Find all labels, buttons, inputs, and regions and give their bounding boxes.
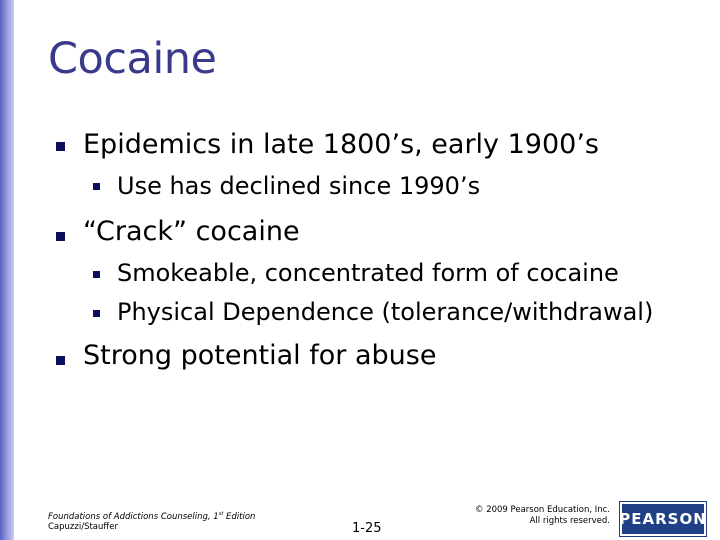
- bullet-square-icon: [56, 232, 65, 241]
- bullet-2-sub-1-text: Smokeable, concentrated form of cocaine: [117, 259, 619, 287]
- footer-authors: Capuzzi/Stauffer: [48, 521, 118, 532]
- footer-edition-tail: Edition: [223, 511, 256, 522]
- slide-title: Cocaine: [48, 34, 217, 84]
- footer-book-title: Foundations of Addictions Counseling, 1: [48, 511, 219, 522]
- footer-book-info: [48, 509, 255, 532]
- copyright-line-1: © 2009 Pearson Education, Inc.: [475, 505, 610, 515]
- sub-bullet-square-icon: [93, 271, 100, 278]
- copyright-line-2: All rights reserved.: [529, 516, 610, 526]
- sub-bullet-square-icon: [93, 183, 100, 190]
- pearson-logo-text: PEARSON: [619, 510, 707, 528]
- bullet-2-text: “Crack” cocaine: [83, 216, 300, 247]
- bullet-square-icon: [56, 142, 65, 151]
- left-accent-band: [0, 0, 14, 540]
- bullet-3-text: Strong potential for abuse: [83, 340, 437, 371]
- bullet-square-icon: [56, 356, 65, 365]
- footer-edition-sup: st: [218, 511, 224, 517]
- sub-bullet-square-icon: [93, 310, 100, 317]
- bullet-1-sub-1-text: Use has declined since 1990’s: [117, 172, 481, 200]
- bullet-1-text: Epidemics in late 1800’s, early 1900’s: [83, 129, 599, 160]
- bullet-2-sub-2-text: Physical Dependence (tolerance/withdrawal): [117, 298, 654, 326]
- copyright-notice: [440, 505, 610, 527]
- pearson-logo: [620, 502, 706, 536]
- page-number: 1-25: [352, 521, 382, 536]
